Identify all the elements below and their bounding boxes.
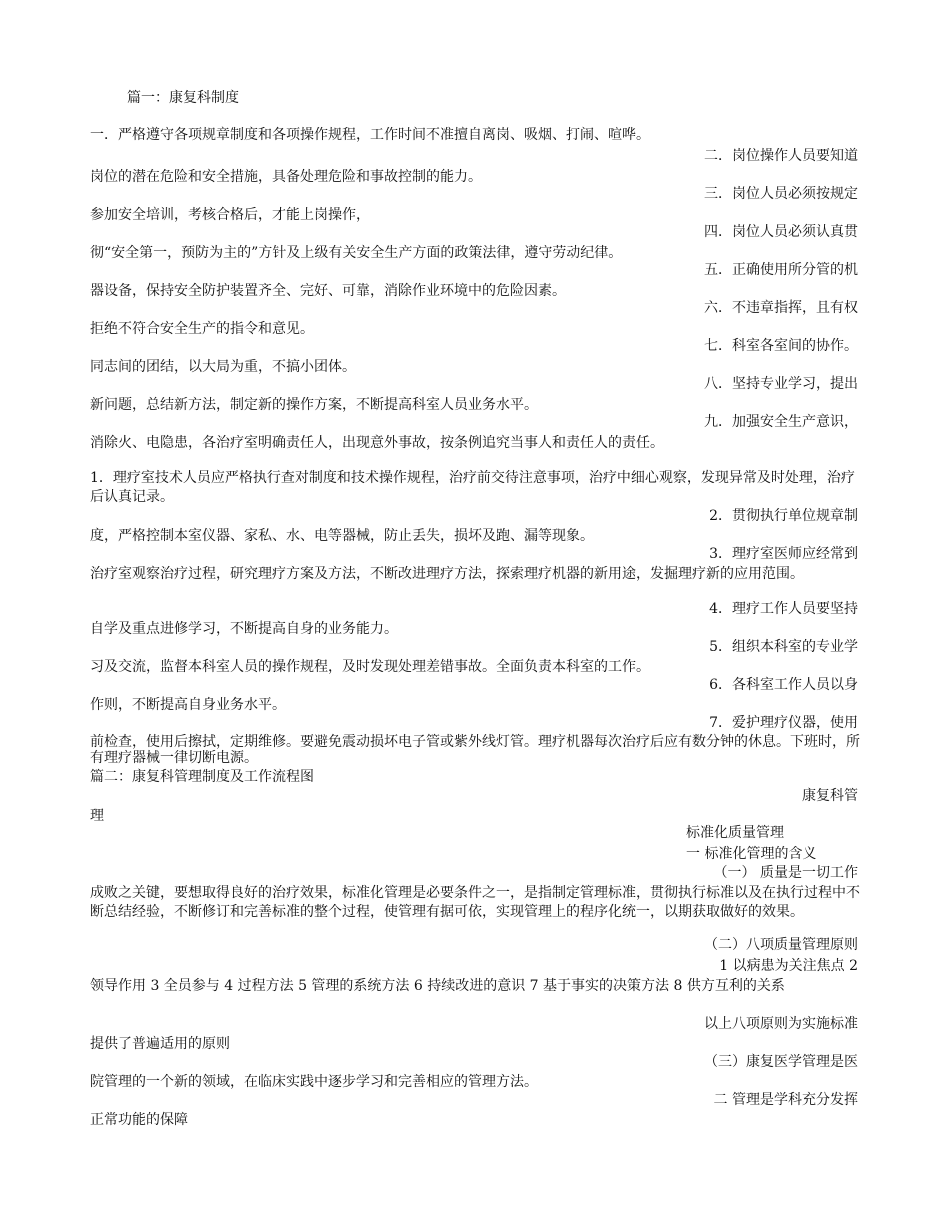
paragraph: 器设备，保持安全防护装置齐全、完好、可靠，消除作业环境中的危险因素。: [90, 283, 566, 299]
paragraph: 6．各科室工作人员以身: [709, 677, 858, 693]
paragraph: （三）康复医学管理是医: [704, 1054, 858, 1070]
paragraph: 正常功能的保障: [90, 1112, 188, 1128]
paragraph: 八．坚持专业学习，提出: [704, 376, 858, 392]
section-title-2: 篇二：康复科管理制度及工作流程图: [90, 769, 314, 785]
paragraph: 1．理疗室技术人员应严格执行查对制度和技术操作规程，治疗前交待注意事项，治疗中细心观察，发现异常及时处理，治疗后认真记录。: [90, 470, 855, 505]
subheading: 标准化质量管理: [686, 825, 784, 841]
paragraph: 作则，不断提高自身业务水平。: [90, 697, 286, 713]
paragraph: 二 管理是学科充分发挥: [713, 1092, 858, 1108]
paragraph: 5．组织本科室的专业学: [709, 639, 858, 655]
paragraph: 4．理疗工作人员要坚持: [709, 601, 858, 617]
paragraph: （一） 质量是一切工作: [713, 865, 858, 881]
paragraph: 自学及重点进修学习，不断提高自身的业务能力。: [90, 621, 398, 637]
paragraph: 提供了普遍适用的原则: [90, 1036, 230, 1052]
paragraph: 七．科室各室间的协作。: [704, 338, 858, 354]
paragraph: 前检查，使用后擦拭，定期维修。要避免震动损坏电子管或紫外线灯管。理疗机器每次治疗后应有数分钟的休息。下班时，所有理疗器械一律切断电源。: [90, 734, 860, 766]
paragraph: 7．爱护理疗仪器，使用: [709, 715, 858, 731]
subheading: 一 标准化管理的含义: [686, 846, 817, 862]
paragraph: 参加安全培训，考核合格后，才能上岗操作，: [90, 207, 370, 223]
paragraph: 五．正确使用所分管的机: [704, 262, 858, 278]
paragraph: 康复科管: [802, 788, 858, 804]
subheading: （二）八项质量管理原则: [704, 937, 858, 953]
paragraph: 九．加强安全生产意识，: [704, 414, 858, 430]
paragraph: 同志间的团结，以大局为重，不搞小团体。: [90, 359, 356, 375]
paragraph: 一．严格遵守各项规章制度和各项操作规程，工作时间不准擅自离岗、吸烟、打闹、喧哗。: [90, 127, 650, 143]
paragraph: 四．岗位人员必须认真贯: [704, 224, 858, 240]
paragraph: 拒绝不符合安全生产的指令和意见。: [90, 321, 314, 337]
paragraph: 彻“安全第一，预防为主的”方针及上级有关安全生产方面的政策法律，遵守劳动纪律。: [90, 245, 623, 261]
paragraph: 院管理的一个新的领域，在临床实践中逐步学习和完善相应的管理方法。: [90, 1074, 538, 1090]
paragraph: 理: [90, 808, 104, 824]
paragraph: 新问题，总结新方法，制定新的操作方案，不断提高科室人员业务水平。: [90, 397, 538, 413]
section-title-1: 篇一：康复科制度: [127, 90, 239, 106]
paragraph: 六．不违章指挥，且有权: [704, 300, 858, 316]
paragraph: 消除火、电隐患，各治疗室明确责任人，出现意外事故，按条例追究当事人和责任人的责任。: [90, 435, 664, 451]
paragraph: 治疗室观察治疗过程，研究理疗方案及方法，不断改进理疗方法，探索理疗机器的新用途，发掘理疗新的应用范围。: [90, 566, 804, 582]
paragraph: 习及交流，监督本科室人员的操作规程，及时发现处理差错事故。全面负责本科室的工作。: [90, 659, 650, 675]
paragraph: 领导作用 3 全员参与 4 过程方法 5 管理的系统方法 6 持续改进的意识 7 基于事实的决策方法 8 供方互利的关系: [90, 978, 785, 994]
paragraph: 三．岗位人员必须按规定: [704, 186, 858, 202]
paragraph: 岗位的潜在危险和安全措施，具备处理危险和事故控制的能力。: [90, 169, 482, 185]
paragraph: 以上八项原则为实施标准: [704, 1016, 858, 1032]
paragraph: 度，严格控制本室仪器、家私、水、电等器械，防止丢失，损坏及跑、漏等现象。: [90, 528, 594, 544]
paragraph: 二．岗位操作人员要知道: [704, 148, 858, 164]
paragraph: 1 以病患为关注焦点 2: [719, 958, 858, 974]
paragraph: 2．贯彻执行单位规章制: [709, 508, 858, 524]
paragraph: 成败之关键，要想取得良好的治疗效果，标准化管理是必要条件之一，是指制定管理标准，贯彻执行标准以及在执行过程中不断总结经验，不断修订和完善标准的整个过程，使管理有据可依，实现管理上的程序化统一，以期获取做好的效果。: [90, 885, 860, 920]
paragraph: 3．理疗室医师应经常到: [709, 546, 858, 562]
